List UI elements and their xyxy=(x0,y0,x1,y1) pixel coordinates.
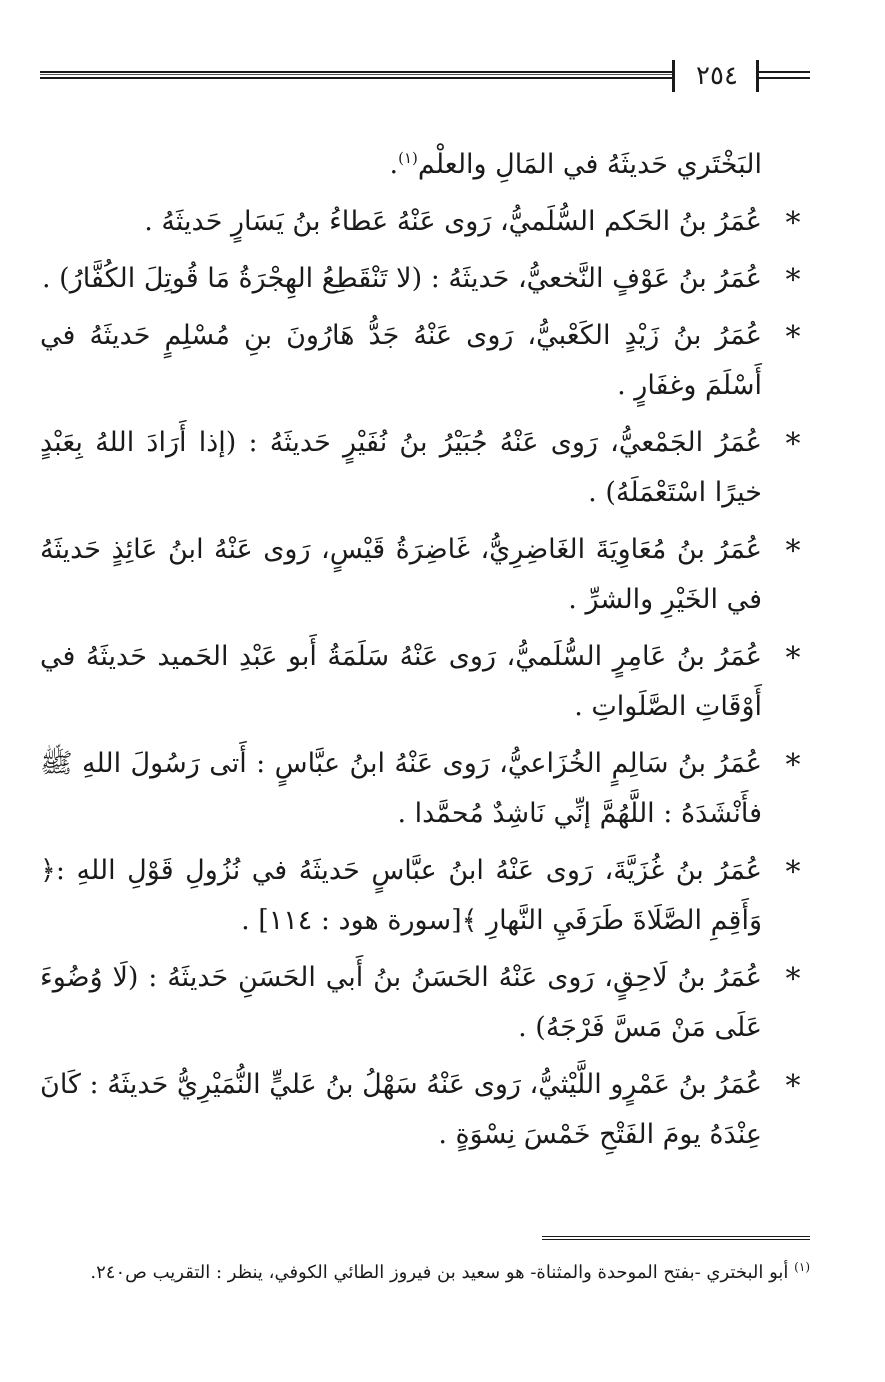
main-text xyxy=(40,140,810,1167)
entry xyxy=(40,846,810,946)
entry-text: عُمَرُ بنُ عَامِرٍ السُّلَميُّ، رَوى عَنْهُ سَلَمَةُ أَبو عَبْدِ الحَميد حَديثَهُ في أَوْقَاتِ الصَّلَواتِ . xyxy=(40,641,762,722)
page-header xyxy=(40,60,810,100)
footnote-mark: (١) xyxy=(794,1260,810,1274)
footnote-divider xyxy=(542,1236,810,1240)
asterisk-icon: * xyxy=(785,748,801,783)
entry-text: عُمَرُ بنُ غُزَيَّةَ، رَوى عَنْهُ ابنُ عبَّاسٍ حَديثَهُ في نُزُولِ قَوْلِ اللهِ :﴿ وَأَقِمِ الصَّلَاةَ طَرَفَيِ النَّهارِ ﴾[سورة هود : ١١٤] . xyxy=(40,855,762,936)
lead-paragraph xyxy=(40,140,810,190)
entry-text: عُمَرُ بنُ سَالِمٍ الخُزَاعيُّ، رَوى عَنْهُ ابنُ عبَّاسٍ : أَتى رَسُولَ اللهِ ﷺ فأَنْشَدَهُ : اللَّهُمَّ إنِّي نَاشِدٌ مُحمَّدا . xyxy=(40,748,762,829)
asterisk-icon: * xyxy=(785,534,801,569)
entry xyxy=(40,418,810,518)
header-bar-left xyxy=(672,60,675,92)
entry-text: عُمَرُ بنُ عَمْرٍو اللَّيْثيُّ، رَوى عَنْهُ سَهْلُ بنُ عَليٍّ النُّمَيْرِيُّ حَديثَهُ : كَانَ عِنْدَهُ يومَ الفَتْحِ خَمْسَ نِسْوَةٍ . xyxy=(40,1069,762,1150)
entry xyxy=(40,739,810,839)
entry xyxy=(40,953,810,1053)
footnote-reference: (١) xyxy=(398,149,418,167)
entry-text: عُمَرُ الجَمْعيُّ، رَوى عَنْهُ جُبَيْرُ بنُ نُفَيْرٍ حَديثَهُ : (إذا أَرَادَ اللهُ بِعَبْدٍ خيرًا اسْتَعْمَلَهُ) . xyxy=(40,427,762,508)
asterisk-icon: * xyxy=(785,641,801,676)
entry xyxy=(40,632,810,732)
footnote xyxy=(40,1252,810,1288)
entry xyxy=(40,197,810,247)
asterisk-icon: * xyxy=(785,206,801,241)
asterisk-icon: * xyxy=(785,427,801,462)
page-number: ٢٥٤ xyxy=(696,61,738,91)
entry-text: عُمَرُ بنُ مُعَاوِيَةَ الغَاضِرِيُّ، غَاضِرَةُ قَيْسٍ، رَوى عَنْهُ ابنُ عَائِذٍ حَديثَهُ في الخَيْرِ والشرِّ . xyxy=(40,534,762,615)
lead-text: البَخْتَري حَديثَهُ في المَالِ والعلْم xyxy=(417,149,762,180)
asterisk-icon: * xyxy=(785,263,801,298)
asterisk-icon: * xyxy=(785,1069,801,1104)
asterisk-icon: * xyxy=(785,855,801,890)
entry-text: عُمَرُ بنُ لَاحِقٍ، رَوى عَنْهُ الحَسَنُ بنُ أَبي الحَسَنِ حَديثَهُ : (لَا وُضُوءَ عَلَى مَنْ مَسَّ فَرْجَهُ) . xyxy=(40,962,762,1043)
asterisk-icon: * xyxy=(785,962,801,997)
entry xyxy=(40,311,810,411)
entry-text: عُمَرُ بنُ عَوْفٍ النَّخعيُّ، حَديثَهُ : (لا تَنْقَطِعُ الهِجْرَةُ مَا قُوتِلَ الكُفَّارُ) . xyxy=(42,263,762,294)
entry-text: عُمَرُ بنُ زَيْدٍ الكَعْبيُّ، رَوى عَنْهُ جَدُّ هَارُونَ بنِ مُسْلِمٍ حَديثَهُ في أَسْلَمَ وغفَارٍ . xyxy=(40,320,762,401)
entry-text: عُمَرُ بنُ الحَكم السُّلَميُّ، رَوى عَنْهُ عَطاءُ بنُ يَسَارٍ حَديثَهُ . xyxy=(144,206,762,237)
footnote-text: أبو البختري -بفتح الموحدة والمثناة- هو سعيد بن فيروز الطائي الكوفي، ينظر : التقريب ص٢٤٠. xyxy=(90,1262,789,1283)
header-rule-short xyxy=(759,71,810,79)
entry xyxy=(40,1060,810,1160)
entry xyxy=(40,254,810,304)
header-rule-long xyxy=(40,71,672,79)
lead-end: . xyxy=(389,149,399,180)
asterisk-icon: * xyxy=(785,320,801,355)
entry xyxy=(40,525,810,625)
